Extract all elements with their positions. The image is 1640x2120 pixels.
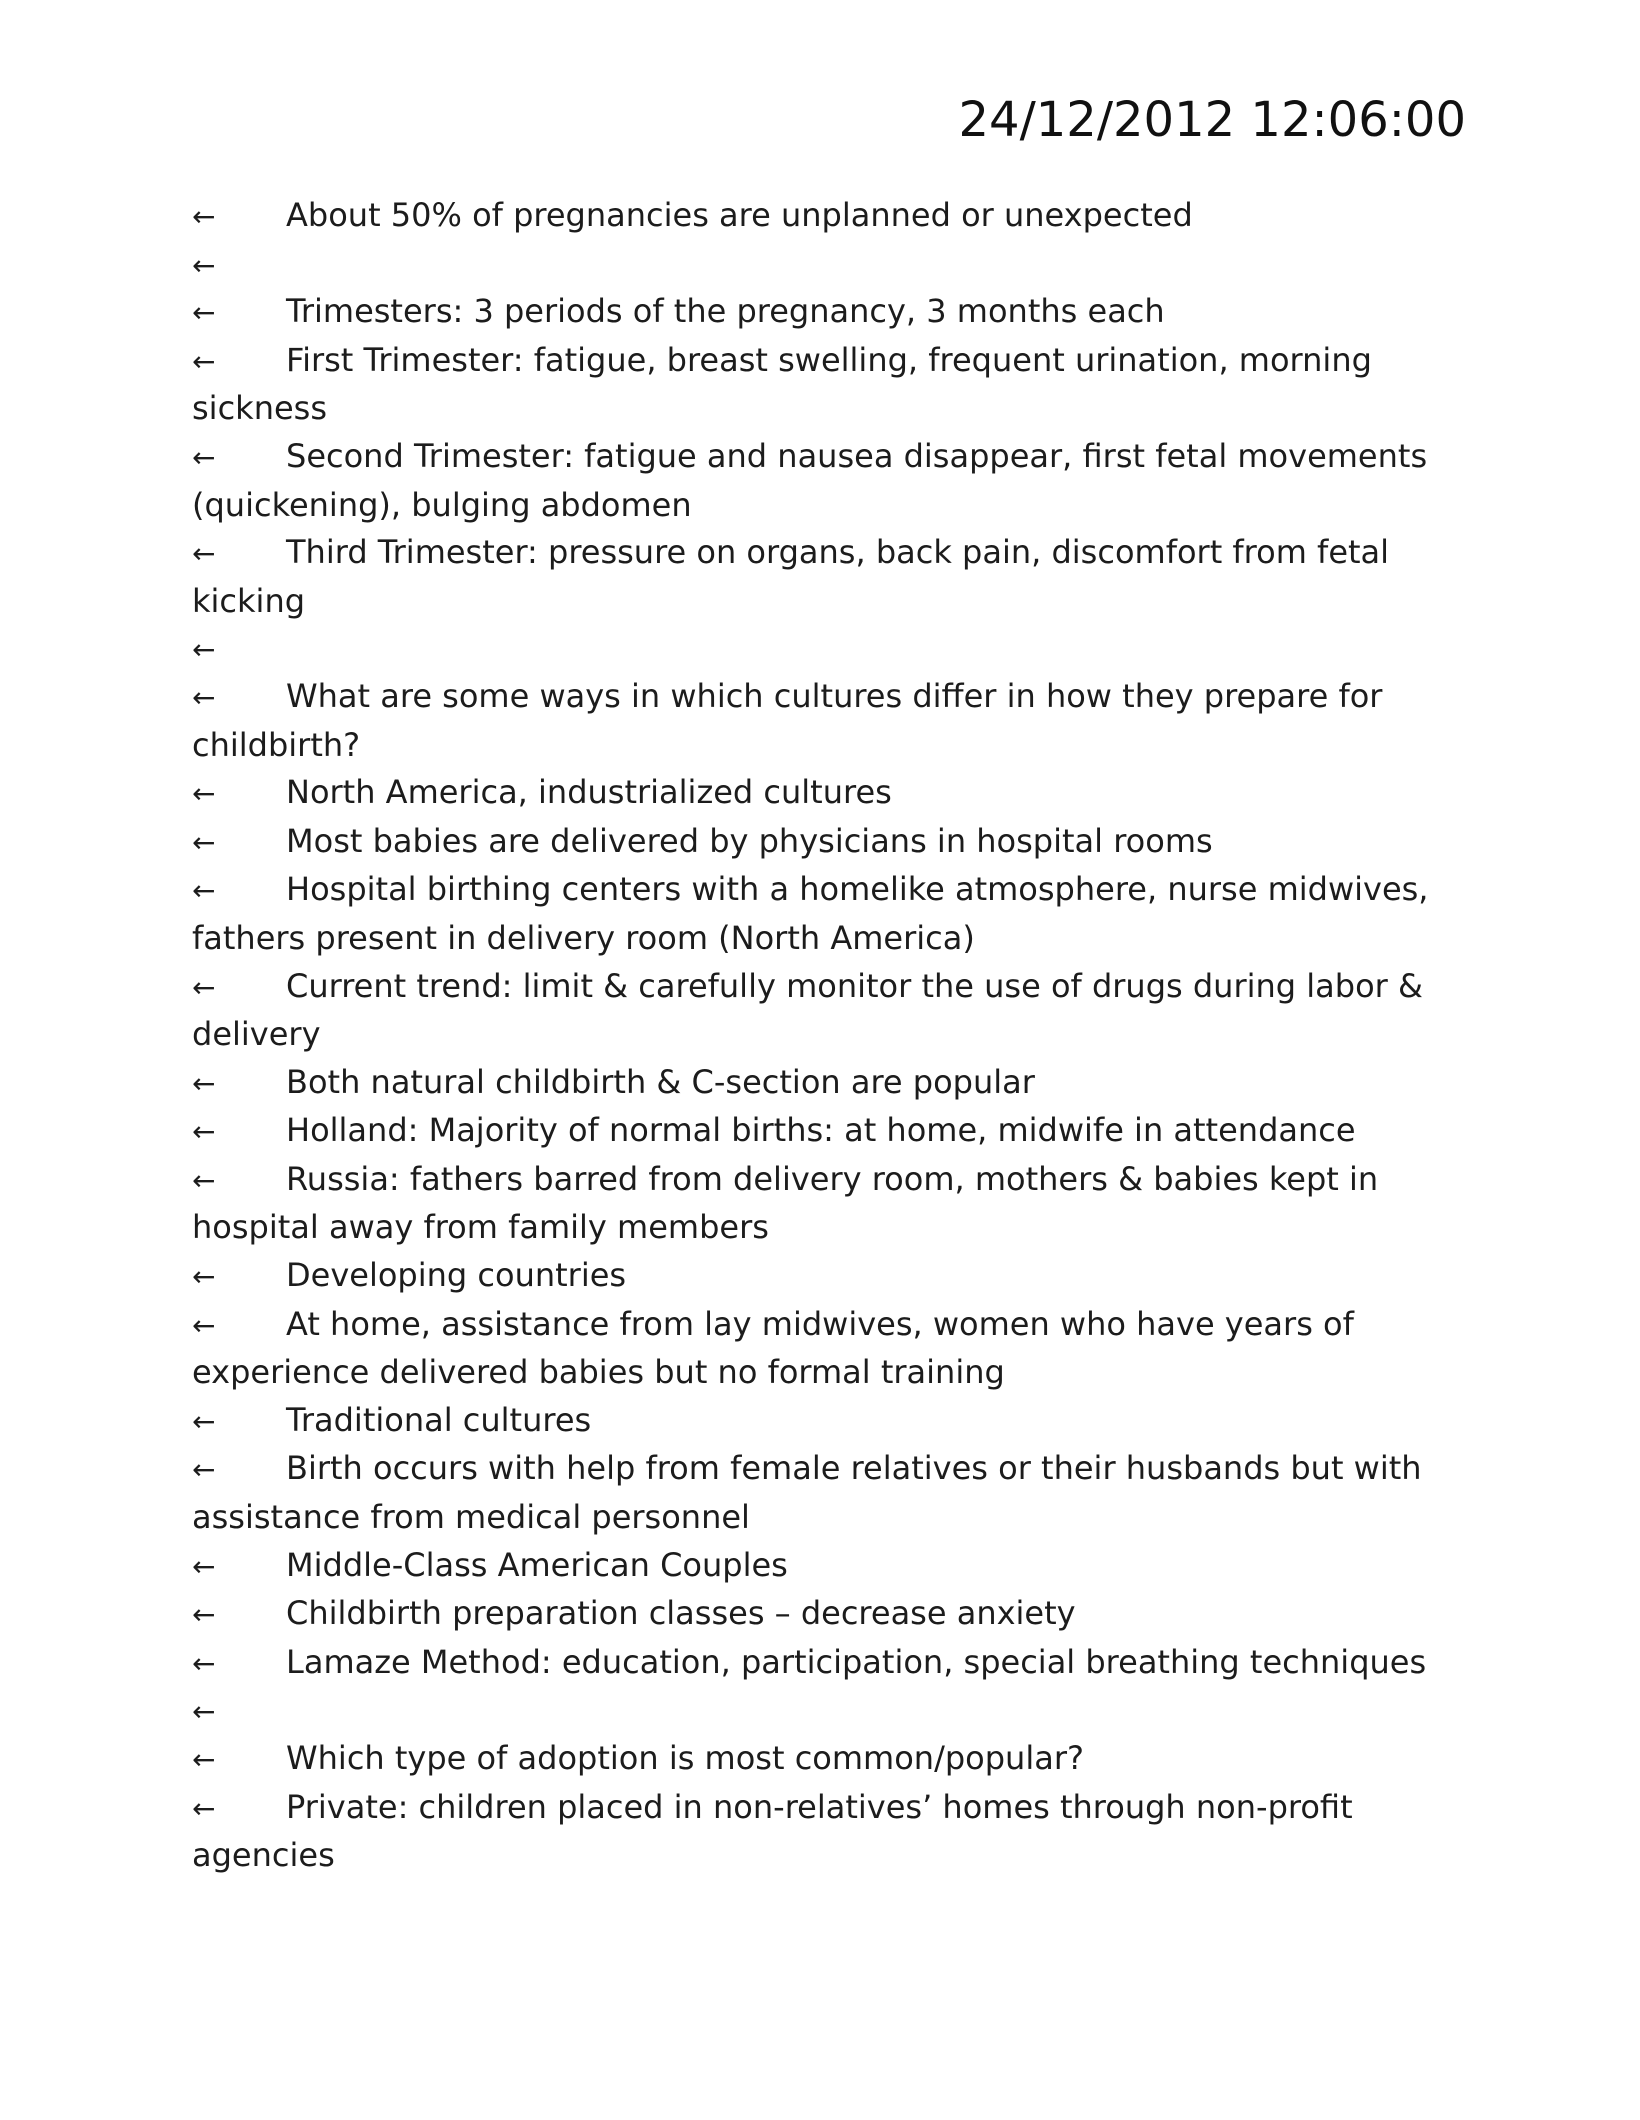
list-item-text: Traditional cultures [286, 1400, 592, 1439]
list-item-text: Most babies are delivered by physicians in hospital rooms [286, 821, 1213, 860]
list-item [192, 1156, 1462, 1252]
list-item-text: Childbirth preparation classes – decrease anxiety [286, 1594, 1076, 1633]
arrow-left-icon: ← [192, 825, 216, 859]
arrow-left-icon: ← [192, 440, 216, 474]
list-item [192, 1107, 1462, 1156]
list-item-text: Middle-Class American Couples [286, 1545, 788, 1584]
arrow-left-icon: ← [192, 777, 216, 811]
list-item-text: Third Trimester: pressure on organs, back pain, discomfort from fetal kicking [192, 533, 1390, 620]
list-item [192, 288, 1462, 337]
list-item-text: Second Trimester: fatigue and nausea disappear, first fetal movements (quickening), bulging abdomen [192, 436, 1428, 524]
list-item [192, 1252, 1462, 1301]
list-item [192, 241, 1462, 289]
list-item-text: Trimesters: 3 periods of the pregnancy, 3 months each [286, 292, 1165, 331]
list-item [192, 192, 1462, 241]
list-item-text: At home, assistance from lay midwives, women who have years of experience delivered babies but no formal training [192, 1304, 1354, 1392]
arrow-left-icon: ← [192, 633, 216, 667]
arrow-left-icon: ← [192, 248, 216, 282]
list-item-text: Current trend: limit & carefully monitor the use of drugs during labor & delivery [192, 966, 1423, 1054]
arrow-left-icon: ← [192, 1549, 216, 1583]
arrow-left-icon: ← [192, 1646, 216, 1680]
list-item [192, 818, 1462, 867]
notes-list [192, 192, 1462, 1880]
arrow-left-icon: ← [192, 1453, 216, 1487]
list-item [192, 1445, 1462, 1541]
list-item [192, 433, 1462, 529]
list-item-text: Both natural childbirth & C-section are popular [286, 1062, 1035, 1101]
list-item-text: Which type of adoption is most common/popular? [286, 1739, 1084, 1777]
arrow-left-icon: ← [192, 344, 216, 378]
list-item [192, 1784, 1462, 1880]
list-item-text: Developing countries [286, 1256, 627, 1295]
list-item [192, 1590, 1462, 1639]
list-item [192, 673, 1462, 769]
timestamp: 24/12/2012 12:06:00 [958, 92, 1466, 148]
list-item [192, 866, 1462, 962]
arrow-left-icon: ← [192, 1163, 216, 1197]
list-item [192, 769, 1462, 818]
list-item [192, 1687, 1462, 1735]
arrow-left-icon: ← [192, 680, 216, 714]
list-item-text: Lamaze Method: education, participation, special breathing techniques [286, 1642, 1427, 1681]
list-item-text: Russia: fathers barred from delivery room, mothers & babies kept in hospital away from family members [192, 1159, 1379, 1247]
arrow-left-icon: ← [192, 1791, 216, 1825]
list-item [192, 1059, 1462, 1108]
list-item-text: About 50% of pregnancies are unplanned or unexpected [286, 196, 1193, 234]
list-item [192, 1397, 1462, 1446]
list-item-text: What are some ways in which cultures differ in how they prepare for childbirth? [192, 676, 1383, 764]
list-item [192, 625, 1462, 673]
arrow-left-icon: ← [192, 1066, 216, 1100]
list-item-text: Private: children placed in non-relatives’ homes through non-profit agencies [192, 1787, 1353, 1875]
arrow-left-icon: ← [192, 1404, 216, 1438]
list-item [192, 1542, 1462, 1591]
list-item [192, 1639, 1462, 1688]
list-item [192, 1301, 1462, 1397]
list-item [192, 963, 1462, 1059]
list-item-text: First Trimester: fatigue, breast swelling, frequent urination, morning sickness [192, 340, 1372, 428]
arrow-left-icon: ← [192, 537, 216, 571]
arrow-left-icon: ← [192, 1308, 216, 1342]
arrow-left-icon: ← [192, 874, 216, 908]
list-item-text: Birth occurs with help from female relatives or their husbands but with assistance from medical personnel [192, 1449, 1422, 1537]
list-item-text: Hospital birthing centers with a homelike atmosphere, nurse midwives, fathers present in delivery room (North America) [192, 870, 1429, 957]
arrow-left-icon: ← [192, 970, 216, 1004]
list-item-text: Holland: Majority of normal births: at home, midwife in attendance [286, 1111, 1356, 1150]
list-item [192, 529, 1462, 625]
list-item [192, 337, 1462, 433]
arrow-left-icon: ← [192, 200, 216, 233]
arrow-left-icon: ← [192, 296, 216, 330]
arrow-left-icon: ← [192, 1695, 216, 1729]
arrow-left-icon: ← [192, 1115, 216, 1149]
list-item [192, 1735, 1462, 1784]
list-item-text: North America, industrialized cultures [286, 773, 892, 812]
arrow-left-icon: ← [192, 1598, 216, 1632]
arrow-left-icon: ← [192, 1260, 216, 1294]
arrow-left-icon: ← [192, 1743, 216, 1776]
